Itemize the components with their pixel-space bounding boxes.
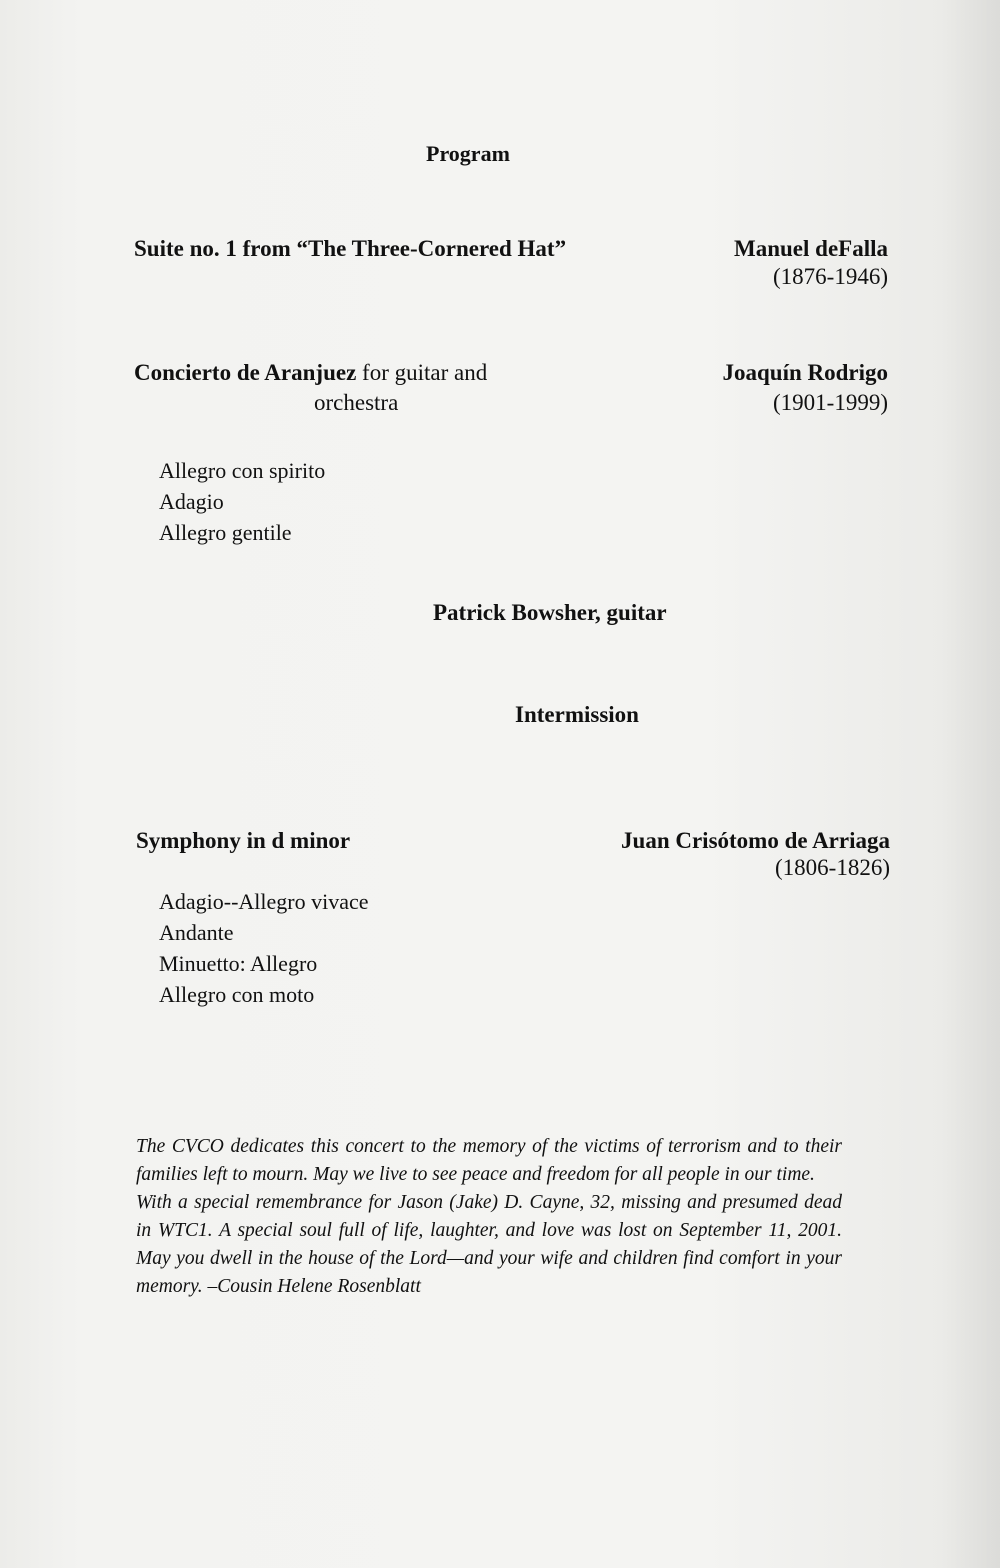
piece-2-title-rest: for guitar and [356,360,488,385]
movement-item: Allegro con moto [159,982,315,1007]
piece-2-title [134,358,487,388]
movement-item: Adagio--Allegro vivace [159,889,369,914]
dedication-paragraph-2: With a special remembrance for Jason (Jake) D. Cayne, 32, missing and presumed dead in WTC1. A special soul full of life, laughter, and love was lost on September 11, 2001. May you dwell in the house of the Lord—and your wife and children find comfort in your memory. –Cousin Helene Rosenblatt [136,1192,842,1297]
piece-2-movements [159,455,325,548]
piece-1-dates: (1876-1946) [773,264,888,289]
movement-item: Allegro con spirito [159,458,326,483]
soloist-credit: Patrick Bowsher, guitar [433,600,667,625]
piece-3-movements [159,886,369,1010]
intermission-label: Intermission [515,702,639,727]
piece-2-title-bold: Concierto de Aranjuez [134,360,357,385]
movement-item: Minuetto: Allegro [159,951,318,976]
piece-2-composer: Joaquín Rodrigo [722,360,888,385]
movement-item: Allegro gentile [159,520,292,545]
piece-1-title: Suite no. 1 from “The Three-Cornered Hat” [134,236,567,261]
dedication-paragraph-1: The CVCO dedicates this concert to the memory of the victims of terrorism and to their families left to mourn. May we live to see peace and freedom for all people in our time. [136,1136,842,1185]
movement-item: Andante [159,920,234,945]
piece-3-title: Symphony in d minor [136,828,351,853]
piece-2-dates: (1901-1999) [773,390,888,415]
program-heading: Program [426,141,510,166]
piece-1-composer: Manuel deFalla [734,236,888,261]
page-edge-shadow [940,0,1000,1568]
piece-2-title-line2: orchestra [314,390,399,415]
movement-item: Adagio [159,489,224,514]
piece-3-dates: (1806-1826) [775,855,890,880]
piece-3-composer: Juan Crisótomo de Arriaga [621,828,890,853]
dedication-block [136,1133,842,1301]
